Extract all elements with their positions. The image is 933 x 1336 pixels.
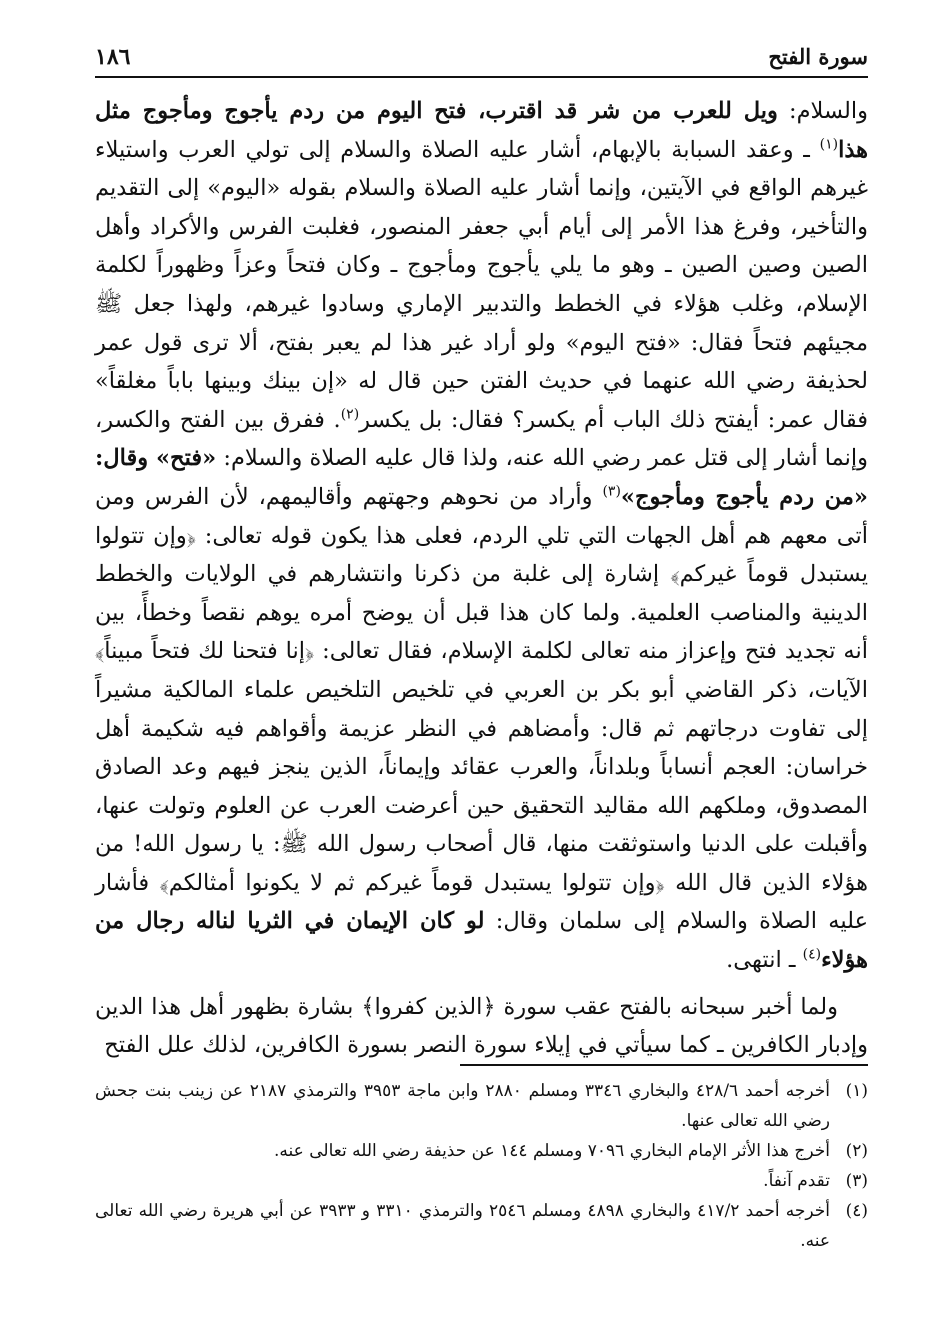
footnote-1 — [95, 1076, 868, 1136]
paragraph-2: ولما أخبر سبحانه بالفتح عقب سورة ﴿الذين كفروا﴾ بشارة بظهور أهل هذا الدين وإدبار الكافرين ـ كما سيأتي في إيلاء سورة النصر بسورة الكافرين، لذلك علل الفتح — [95, 993, 868, 1059]
footnote-number: (٣) — [845, 1171, 868, 1191]
footnote-marker-4[interactable]: (٤) — [802, 946, 822, 963]
footnote-number: (١) — [845, 1081, 868, 1101]
footnote-text: أخرجه أحمد ٤١٧/٢ والبخاري ٤٨٩٨ ومسلم ٢٥٤٦ والترمذي ٣٣١٠ و ٣٩٣٣ عن أبي هريرة رضي الله تعالى عنه. — [95, 1201, 831, 1251]
page-number: ١٨٦ — [95, 44, 131, 70]
page-header — [95, 38, 868, 78]
text-segment: وأراد من نحوهم وجهتهم وأقاليمهم، لأن الفرس ومن أتى معهم هم أهل الجهات التي تلي الردم، فعلى هذا يكون قوله تعالى: ﴿وإن تتولوا يستبدل قوماً غيركم﴾ إشارة إلى غلبة من ذكرنا وانتشارهم في الولايات والخطط الدينية والمناصب العلمية. ولما كان هذا قبل أن يوضح أمره يوهم نقصاً وخطأً، بين أنه تجديد فتح وإعزاز منه تعالى لكلمة الإسلام، فقال تعالى: ﴿إنا فتحنا لك فتحاً مبيناً﴾ الآيات، ذكر القاضي أبو بكر بن العربي في تلخيص التلخيص علماء المالكية مشيراً إلى تفاوت درجاتهم ثم قال: وأمضاهم في النظر عزيمة وأقواهم فيه شكيمة أهل خراسان: العجم أنساباً وبلداناً، والعرب عقائد وإيماناً، الذين ينجز فيهم وعد الصادق المصدوق، وملكهم الله مقاليد التحقيق حين أعرضت العرب عن العلوم وتولت عنها، وأقبلت على الدنيا واستوثقت منها، قال أصحاب رسول الله ﷺ: يا رسول الله! من هؤلاء الذين قال الله ﴿وإن تتولوا يستبدل قوماً غيركم ثم لا يكونوا أمثالكم﴾ فأشار عليه الصلاة والسلام إلى سلمان وقال: — [95, 483, 868, 935]
surah-title: سورة الفتح — [768, 44, 868, 69]
footnote-marker-3[interactable]: (٣) — [602, 483, 621, 500]
text-segment: ـ انتهى. — [726, 947, 796, 974]
footnotes — [95, 1076, 868, 1256]
text-segment: والسلام: — [789, 98, 868, 124]
footnote-marker-2[interactable]: (٢) — [340, 406, 360, 423]
text-segment: ـ وعقد السبابة بالإبهام، أشار عليه الصلاة والسلام إلى تولي العرب واستيلاء غيرهم الواقع في الآيتين، وإنما أشار عليه الصلاة والسلام بقوله «اليوم» إلى التقديم والتأخير، وفرغ هذا الأمر إلى أيام أبي جعفر المنصور، فغلبت الفرس والأكراد وأهل الصين وصين الصين ـ وهو ما يلي يأجوج ومأجوج ـ وكان فتحاً وعزاً وظهوراً لكلمة الإسلام، وغلب هؤلاء في الخطط والتدبير الإماري وسادوا غيرهم، ولهذا جعل ﷺ مجيئهم فتحاً فقال: «فتح اليوم» ولو أراد غير هذا لم يعبر بفتح، ألا ترى قول عمر لحذيفة رضي الله عنهما في حديث الفتن حين قال له «إن بينك وبينها باباً مغلقاً» فقال عمر: أيفتح ذلك الباب أم يكسر؟ فقال: بل يكسر — [95, 136, 868, 433]
paragraph-1 — [95, 92, 868, 980]
footnote-number: (٢) — [845, 1141, 868, 1161]
text-segment: . ففرق بين الفتح والكسر، وإنما أشار إلى قتل عمر رضي الله عنه، ولذا قال عليه الصلاة والسلام: — [95, 406, 868, 472]
hadith-quote: «فتح» وقال: «من ردم يأجوج ومأجوج» — [95, 445, 868, 510]
footnote-4 — [95, 1196, 868, 1256]
footnote-text: تقدم آنفاً. — [763, 1171, 830, 1191]
footnote-marker-1[interactable]: (١) — [819, 136, 839, 153]
hadith-quote: لو كان الإيمان في الثريا لناله رجال من هؤلاء — [95, 908, 868, 974]
hadith-quote: ويل للعرب من شر قد اقترب، فتح اليوم من ردم يأجوج ومأجوج مثل هذا — [95, 98, 869, 163]
footnote-text: أخرج هذا الأثر الإمام البخاري ٧٠٩٦ ومسلم ١٤٤ عن حذيفة رضي الله تعالى عنه. — [274, 1141, 830, 1161]
footnote-divider — [460, 1064, 868, 1066]
footnote-3 — [95, 1166, 868, 1196]
footnote-2 — [95, 1136, 868, 1166]
footnote-text: أخرجه أحمد ٤٢٨/٦ والبخاري ٣٣٤٦ ومسلم ٢٨٨٠ وابن ماجة ٣٩٥٣ والترمذي ٢١٨٧ عن زينب بنت جحش رضي الله تعالى عنها. — [95, 1081, 831, 1131]
footnote-number: (٤) — [845, 1201, 868, 1221]
main-text — [95, 92, 868, 1065]
